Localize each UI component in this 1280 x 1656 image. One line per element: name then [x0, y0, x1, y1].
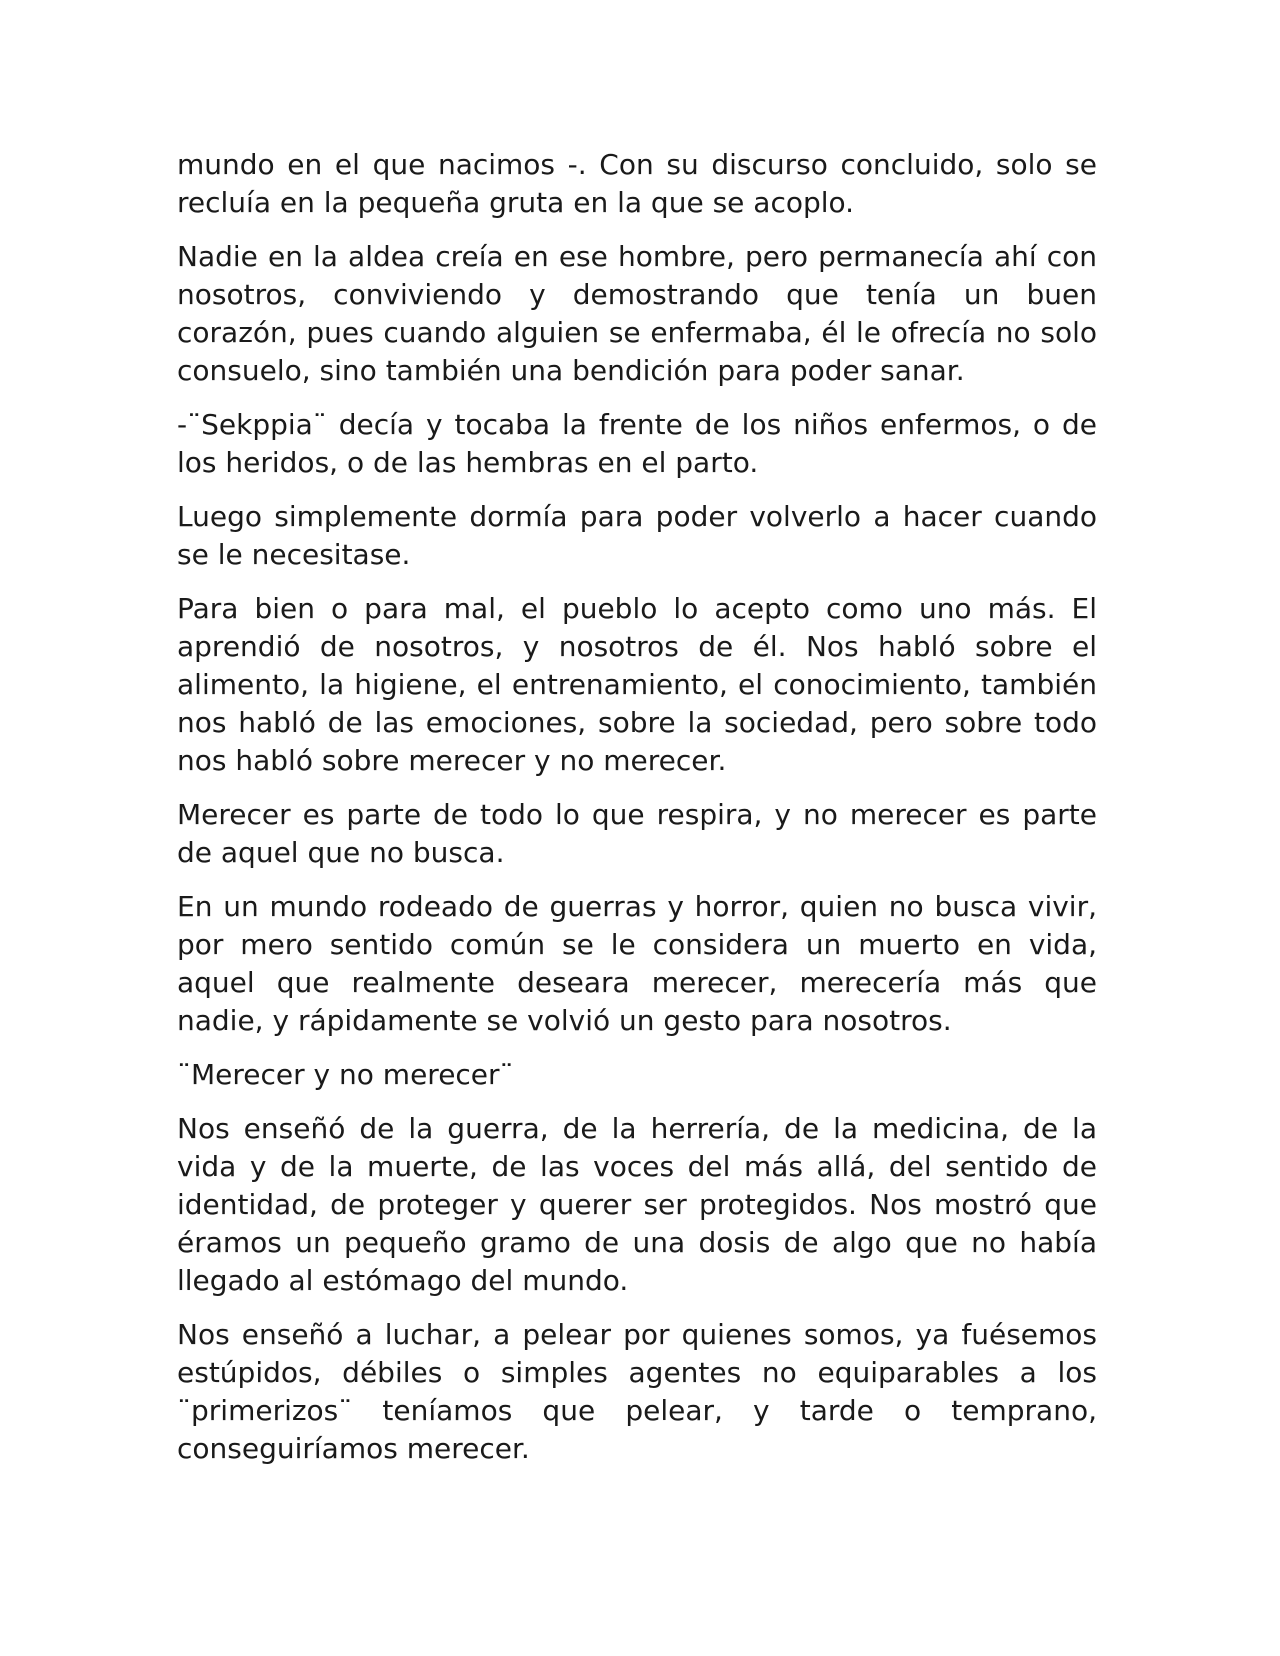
paragraph-8: ¨Merecer y no merecer¨	[177, 1058, 514, 1091]
document-page	[177, 146, 1097, 1484]
paragraph-6: Merecer es parte de todo lo que respira, y no merecer es parte de aquel que no busca.	[177, 798, 1097, 869]
paragraph-7: En un mundo rodeado de guerras y horror, quien no busca vivir, por mero sentido común se le considera un muerto en vida, aquel que realmente deseara merecer, merecería más que nadie, y rápidamente se volvió un gesto para nosotros.	[177, 890, 1097, 1037]
paragraph-3: -¨Sekppia¨ decía y tocaba la frente de los niños enfermos, o de los heridos, o de las hembras en el parto.	[177, 408, 1097, 479]
paragraph-1: mundo en el que nacimos -. Con su discurso concluido, solo se recluía en la pequeña gruta en la que se acoplo.	[177, 148, 1097, 219]
paragraph-2: Nadie en la aldea creía en ese hombre, pero permanecía ahí con nosotros, conviviendo y demostrando que tenía un buen corazón, pues cuando alguien se enfermaba, él le ofrecía no solo consuelo, sino también una bendición para poder sanar.	[177, 240, 1097, 387]
paragraph-5: Para bien o para mal, el pueblo lo acepto como uno más. El aprendió de nosotros, y nosotros de él. Nos habló sobre el alimento, la higiene, el entrenamiento, el conocimiento, también nos habló de las emociones, sobre la sociedad, pero sobre todo nos habló sobre merecer y no merecer.	[177, 592, 1097, 777]
paragraph-10: Nos enseñó a luchar, a pelear por quienes somos, ya fuésemos estúpidos, débiles o simples agentes no equiparables a los ¨primerizos¨ teníamos que pelear, y tarde o temprano, conseguiríamos merecer.	[177, 1318, 1097, 1465]
paragraph-9: Nos enseñó de la guerra, de la herrería, de la medicina, de la vida y de la muerte, de las voces del más allá, del sentido de identidad, de proteger y querer ser protegidos. Nos mostró que éramos un pequeño gramo de una dosis de algo que no había llegado al estómago del mundo.	[177, 1112, 1097, 1297]
paragraph-4: Luego simplemente dormía para poder volverlo a hacer cuando se le necesitase.	[177, 500, 1097, 571]
